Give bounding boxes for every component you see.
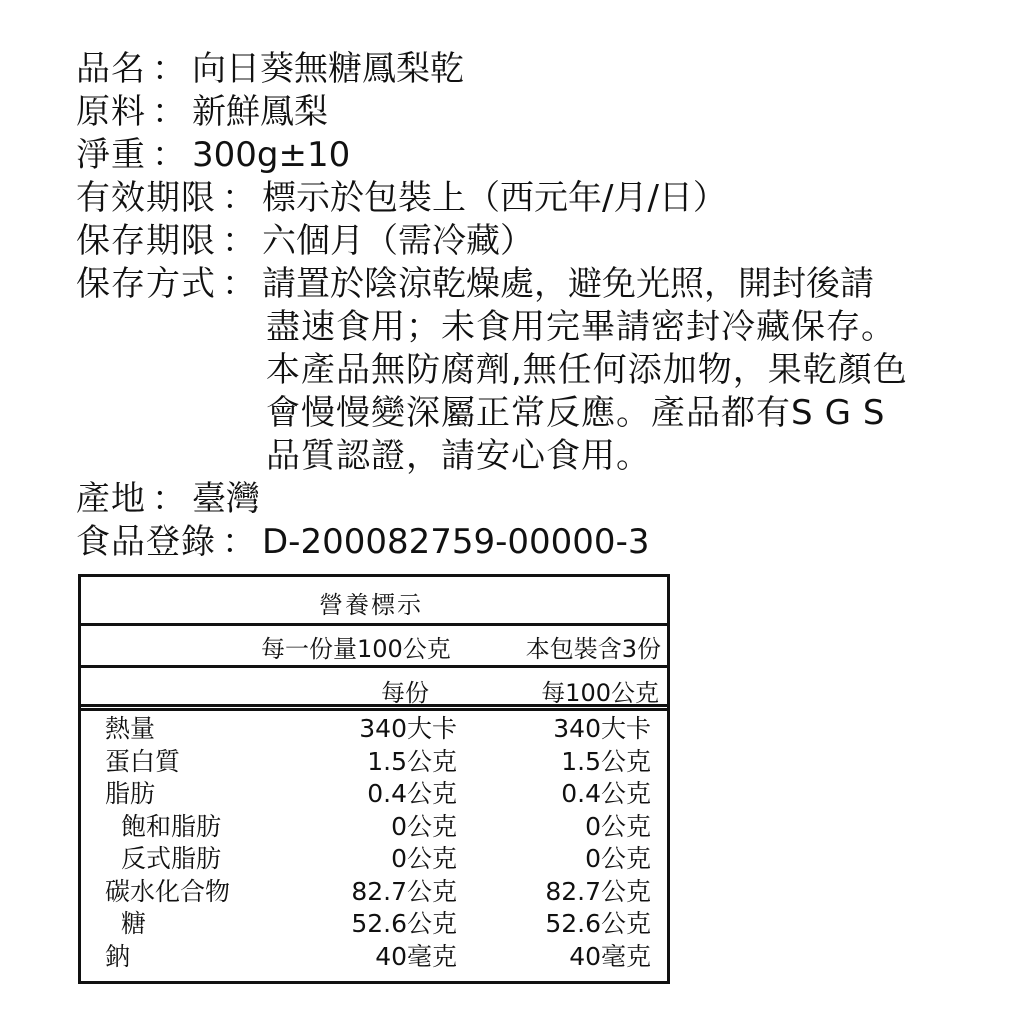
storage-line-3: 本產品無防腐劑,無任何添加物，果乾顏色 (266, 350, 908, 390)
per-serving-value: 0公克 (391, 844, 457, 873)
per-100g-value: 40毫克 (569, 941, 651, 971)
per-100g-value: 52.6公克 (545, 909, 651, 938)
expiry-label: 有效期限 (76, 178, 216, 218)
net-weight-label: 淨重 (76, 135, 146, 175)
table-row (81, 778, 667, 811)
nutrition-facts-table (78, 574, 670, 984)
net-weight-value: 300g±10 (192, 135, 351, 175)
per-serving-value: 1.5公克 (367, 746, 457, 776)
storage-line-5: 品質認證，請安心食用。 (266, 436, 651, 476)
per-serving-value: 40毫克 (375, 941, 457, 971)
storage-row (76, 263, 1006, 306)
origin-label: 產地 (76, 479, 146, 519)
serving-info-row (81, 623, 667, 668)
registration-label: 食品登錄 (76, 522, 216, 562)
shelf-life-label: 保存期限 (76, 221, 216, 261)
nutrient-name: 飽和脂肪 (121, 811, 222, 841)
product-name-label: 品名 (76, 49, 146, 89)
per-serving-value: 0.4公克 (367, 779, 457, 808)
nutrient-name: 脂肪 (105, 779, 156, 808)
colon: ： (222, 522, 256, 562)
sgs-mark: SGS (791, 393, 897, 433)
origin-row (76, 478, 1006, 521)
nutrient-rows (81, 713, 667, 973)
nutrient-name: 熱量 (105, 714, 156, 743)
ingredients-row (76, 91, 1006, 134)
per-serving-value: 340大卡 (359, 714, 457, 743)
storage-line-4 (76, 392, 1006, 435)
storage-label: 保存方式 (76, 264, 216, 304)
colon: ： (152, 49, 186, 89)
net-weight-row (76, 134, 1006, 177)
nutrient-name: 鈉 (105, 941, 131, 971)
colon: ： (222, 221, 256, 261)
nutrition-title: 營養標示 (319, 591, 423, 619)
table-row (81, 713, 667, 746)
serving-size: 每一份量100公克 (261, 635, 451, 663)
per-100g-value: 0公克 (585, 811, 651, 841)
per-100g-value: 0公克 (585, 844, 651, 873)
per-serving-value: 0公克 (391, 811, 457, 841)
table-row (81, 746, 667, 779)
storage-line-1: 請置於陰涼乾燥處，避免光照，開封後請 (262, 264, 874, 304)
table-row (81, 811, 667, 844)
nutrient-name: 糖 (121, 909, 147, 938)
servings-per-pack: 本包裝含3份 (525, 635, 661, 663)
table-row (81, 876, 667, 909)
nutrient-name: 反式脂肪 (121, 844, 222, 873)
shelf-life-row (76, 220, 1006, 263)
ingredients-label: 原料 (76, 92, 146, 132)
per-serving-value: 52.6公克 (351, 909, 457, 938)
storage-line-4-text: 會慢慢變深屬正常反應。產品都有 (266, 393, 791, 433)
shelf-life-value: 六個月（需冷藏） (262, 221, 534, 261)
colon: ： (222, 264, 256, 304)
per-100g-value: 1.5公克 (561, 746, 651, 776)
table-row (81, 908, 667, 941)
expiry-row (76, 177, 1006, 220)
product-name-row (76, 48, 1006, 91)
table-row (81, 941, 667, 974)
nutrient-name: 蛋白質 (105, 746, 181, 776)
colon: ： (152, 135, 186, 175)
table-row (81, 843, 667, 876)
ingredients-value: 新鮮鳳梨 (192, 92, 328, 132)
product-name-value: 向日葵無糖鳳梨乾 (192, 49, 464, 89)
expiry-value: 標示於包裝上（西元年/月/日） (262, 178, 727, 218)
colon: ： (152, 92, 186, 132)
origin-value: 臺灣 (192, 479, 260, 519)
registration-value: D-200082759-00000-3 (262, 522, 650, 562)
col-per-100g: 每100公克 (541, 679, 659, 707)
storage-line-2: 盡速食用；未食用完畢請密封冷藏保存。 (266, 307, 896, 347)
header-divider (81, 704, 667, 707)
colon: ： (222, 178, 256, 218)
product-info (76, 48, 1006, 564)
colon: ： (152, 479, 186, 519)
col-per-serving: 每份 (381, 679, 429, 707)
per-100g-value: 82.7公克 (545, 876, 651, 906)
nutrient-name: 碳水化合物 (105, 876, 231, 906)
per-100g-value: 0.4公克 (561, 779, 651, 808)
per-100g-value: 340大卡 (553, 714, 651, 743)
registration-row (76, 521, 1006, 564)
per-serving-value: 82.7公克 (351, 876, 457, 906)
nutrition-title-row (81, 577, 667, 626)
